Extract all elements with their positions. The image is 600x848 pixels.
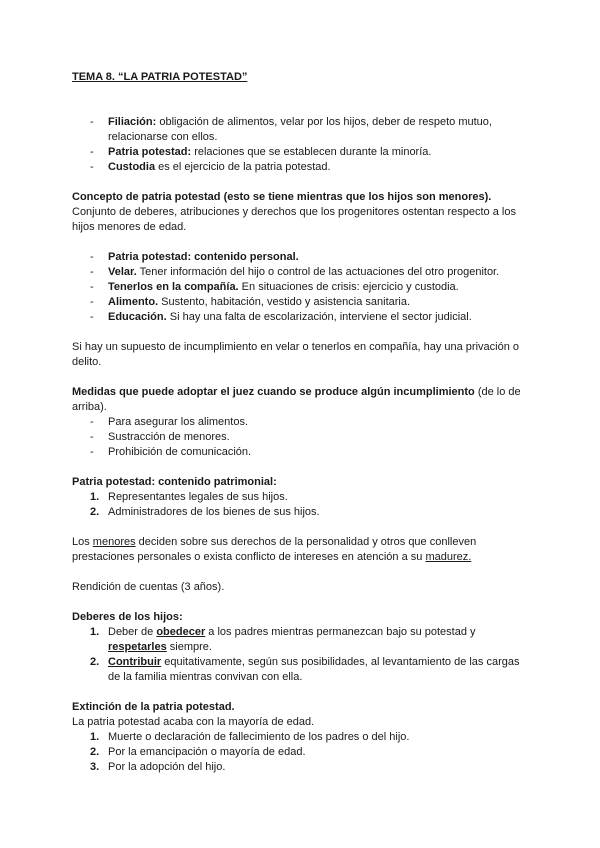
rendicion-paragraph: Rendición de cuentas (3 años). (72, 581, 225, 593)
list-item: - Sustracción de menores. (90, 431, 230, 443)
list-item: - Patria potestad: contenido personal. (90, 251, 299, 263)
number-marker: 1. (90, 491, 100, 503)
concepto-heading: Concepto de patria potestad (esto se tiene mientras que los hijos son menores). (72, 191, 492, 203)
number-marker: 2. (90, 506, 100, 518)
dash-marker: - (90, 266, 94, 278)
list-item: - Para asegurar los alimentos. (90, 416, 249, 428)
number-marker: 3. (90, 761, 100, 773)
intro-list (72, 115, 532, 175)
list-item: 2. Administradores de los bienes de sus hijos. (90, 506, 320, 518)
page-title: TEMA 8. “LA PATRIA POTESTAD” (72, 71, 248, 83)
number-marker: 2. (90, 746, 100, 758)
list-item: 1. Deber de obedecer a los padres mientras permanezcan bajo su potestad y respetarles siempre. (90, 626, 476, 653)
list-item: - Filiación: obligación de alimentos, velar por los hijos, deber de respeto mutuo, relacionarse con ellos. (90, 116, 492, 143)
list-item: 1. Representantes legales de sus hijos. (90, 491, 288, 503)
concepto-text: Conjunto de deberes, atribuciones y derechos que los progenitores ostentan respecto a los hijos menores de edad. (72, 206, 516, 233)
deberes-heading: Deberes de los hijos: (72, 611, 183, 623)
privacion-paragraph: Si hay un supuesto de incumplimiento en velar o tenerlos en compañía, hay una privación o delito. (72, 341, 519, 368)
list-item: - Alimento. Sustento, habitación, vestido y asistencia sanitaria. (90, 296, 411, 308)
dash-marker: - (90, 146, 94, 158)
document-page (72, 70, 532, 775)
dash-marker: - (90, 416, 94, 428)
number-marker: 2. (90, 656, 100, 668)
list-item: - Patria potestad: relaciones que se establecen durante la minoría. (90, 146, 432, 158)
dash-marker: - (90, 431, 94, 443)
patrimonial-heading: Patria potestad: contenido patrimonial: (72, 476, 277, 488)
extincion-list (72, 730, 532, 775)
dash-marker: - (90, 251, 94, 263)
menores-paragraph: Los menores deciden sobre sus derechos de la personalidad y otros que conlleven prestaciones personales o exista conflicto de intereses en atención a su madurez. (72, 536, 477, 563)
list-item: 3. Por la adopción del hijo. (90, 761, 226, 773)
list-item: - Velar. Tener información del hijo o control de las actuaciones del otro progenitor. (90, 266, 500, 278)
list-item: 2. Contribuir equitativamente, según sus posibilidades, al levantamiento de las cargas de la familia mientras convivan con ella. (90, 656, 520, 683)
dash-marker: - (90, 116, 94, 128)
list-item: - Custodia es el ejercicio de la patria potestad. (90, 161, 331, 173)
medidas-list (72, 415, 532, 460)
list-item: 2. Por la emancipación o mayoría de edad. (90, 746, 306, 758)
dash-marker: - (90, 296, 94, 308)
list-item: 1. Muerte o declaración de fallecimiento de los padres o del hijo. (90, 731, 410, 743)
extincion-text: La patria potestad acaba con la mayoría de edad. (72, 716, 315, 728)
dash-marker: - (90, 281, 94, 293)
list-item: - Prohibición de comunicación. (90, 446, 252, 458)
dash-marker: - (90, 161, 94, 173)
personal-list (72, 250, 532, 325)
number-marker: 1. (90, 626, 100, 638)
patrimonial-list (72, 490, 532, 520)
dash-marker: - (90, 311, 94, 323)
list-item: - Educación. Si hay una falta de escolarización, interviene el sector judicial. (90, 311, 472, 323)
deberes-list (72, 625, 532, 685)
number-marker: 1. (90, 731, 100, 743)
medidas-heading: Medidas que puede adoptar el juez cuando se produce algún incumplimiento (de lo de arriba). (72, 386, 521, 413)
list-item: - Tenerlos en la compañía. En situaciones de crisis: ejercicio y custodia. (90, 281, 459, 293)
dash-marker: - (90, 446, 94, 458)
extincion-heading: Extinción de la patria potestad. (72, 701, 235, 713)
